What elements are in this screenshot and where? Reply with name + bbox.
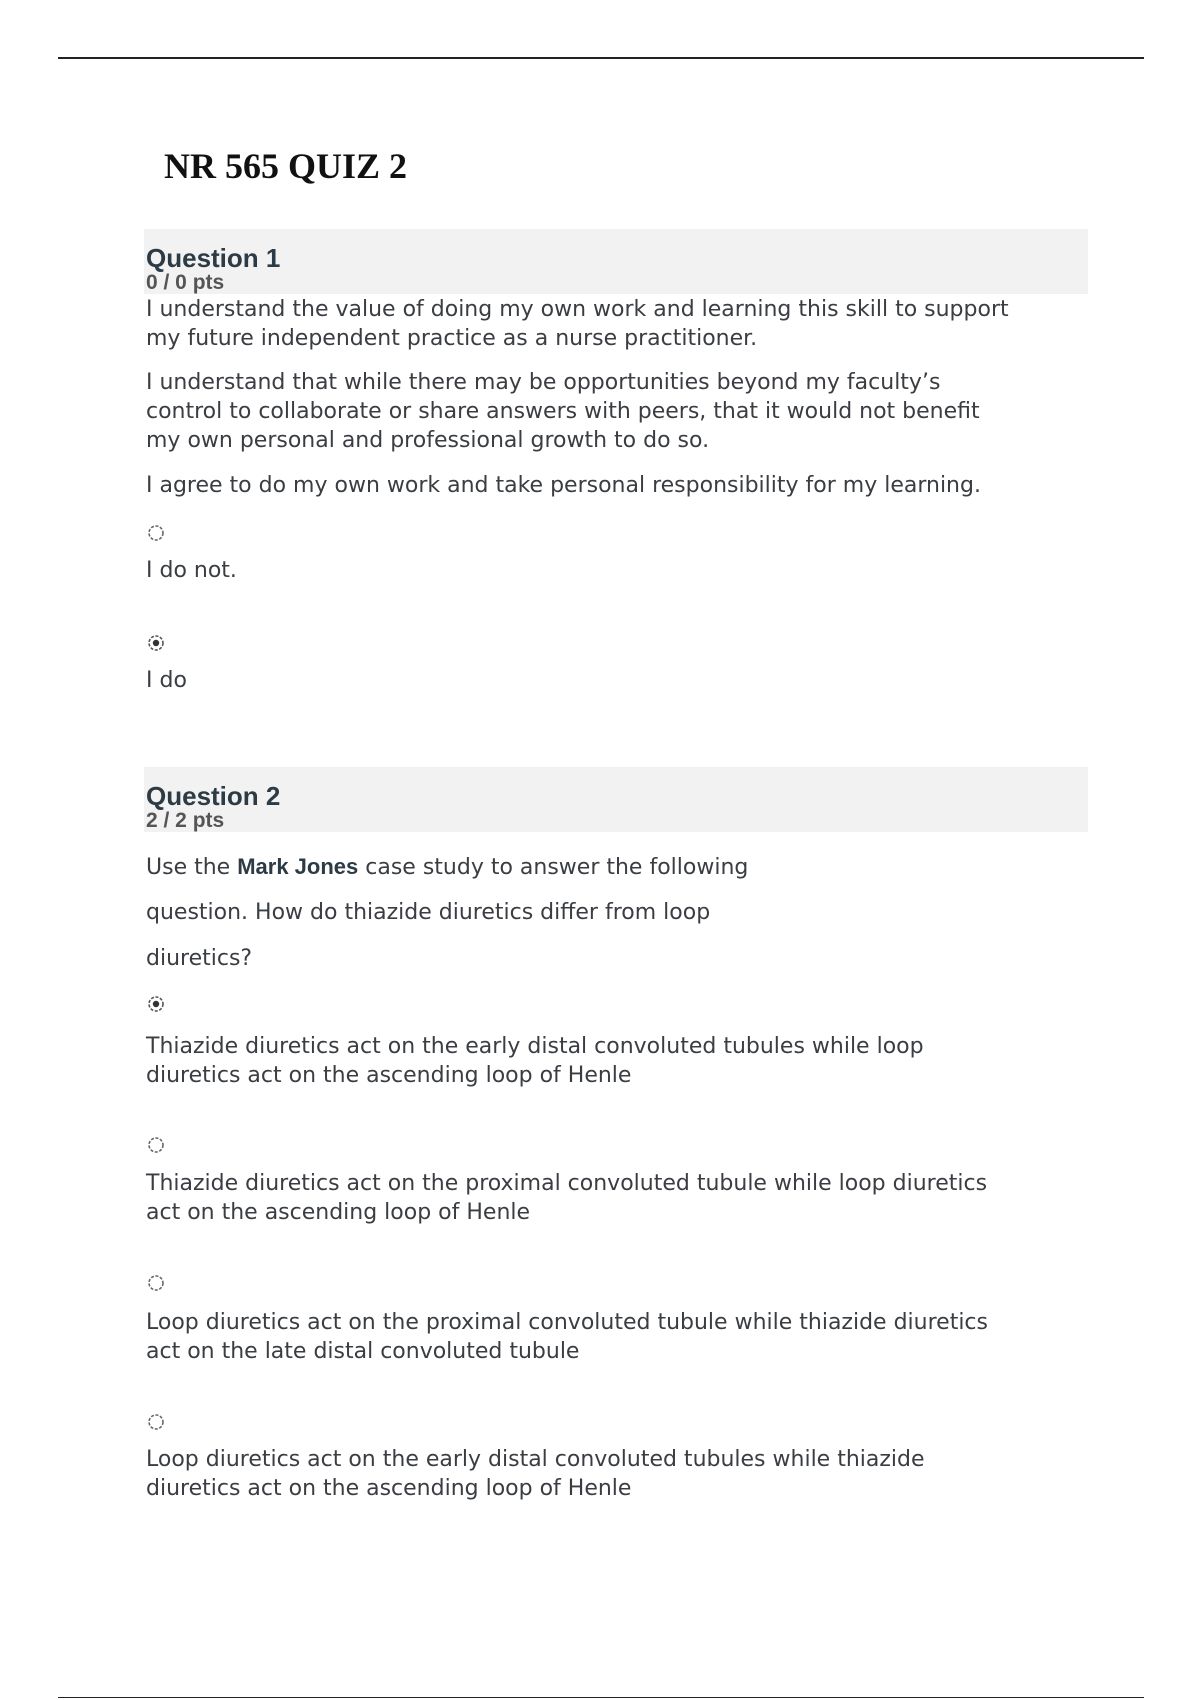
question-1-paragraph: I agree to do my own work and take personal responsibility for my learning.	[146, 473, 981, 498]
document-title: NR 565 QUIZ 2	[164, 146, 408, 186]
question-2-prompt-line: diuretics?	[146, 946, 253, 971]
q1-option-1-radio[interactable]	[147, 524, 165, 542]
question-1-paragraph: I understand that while there may be opportunities beyond my faculty’s	[146, 370, 941, 395]
case-study-name: Mark Jones	[237, 854, 359, 879]
question-2-points: 2 / 2 pts	[146, 809, 225, 832]
q2-option-3-label: Loop diuretics act on the proximal convoluted tubule while thiazide diuretics	[146, 1310, 988, 1335]
q1-option-1-label: I do not.	[146, 558, 237, 583]
question-1-paragraph: I understand the value of doing my own work and learning this skill to support	[146, 297, 1009, 322]
q2-option-2-radio[interactable]	[147, 1136, 165, 1154]
q2-option-1-label: diuretics act on the ascending loop of Henle	[146, 1063, 632, 1088]
q2-option-2-label: Thiazide diuretics act on the proximal convoluted tubule while loop diuretics	[146, 1171, 988, 1196]
bottom-divider	[58, 1697, 1144, 1698]
question-1-title: Question 1	[146, 243, 281, 273]
question-1-paragraph: my future independent practice as a nurse practitioner.	[146, 326, 758, 351]
question-1-points: 0 / 0 pts	[146, 271, 225, 294]
question-1-paragraph: control to collaborate or share answers with peers, that it would not benefit	[146, 399, 980, 424]
q2-option-1-label: Thiazide diuretics act on the early distal convoluted tubules while loop	[146, 1034, 924, 1059]
question-1-header	[144, 229, 1088, 294]
top-divider	[58, 57, 1144, 59]
question-2-header	[144, 767, 1088, 832]
q2-option-3-radio[interactable]	[147, 1274, 165, 1292]
question-2-prompt: Use the Mark Jones case study to answer the following	[146, 854, 749, 880]
q2-option-2-label: act on the ascending loop of Henle	[146, 1200, 531, 1225]
q1-option-2-label: I do	[146, 668, 187, 693]
q2-option-1-radio[interactable]	[147, 995, 165, 1013]
q2-option-4-label: diuretics act on the ascending loop of Henle	[146, 1476, 632, 1501]
question-2-title: Question 2	[146, 781, 281, 811]
q2-option-4-label: Loop diuretics act on the early distal convoluted tubules while thiazide	[146, 1447, 925, 1472]
question-1-paragraph: my own personal and professional growth to do so.	[146, 428, 710, 453]
q1-option-2-radio[interactable]	[147, 634, 165, 652]
q2-option-3-label: act on the late distal convoluted tubule	[146, 1339, 580, 1364]
q2-option-4-radio[interactable]	[147, 1413, 165, 1431]
question-2-prompt-line: question. How do thiazide diuretics differ from loop	[146, 900, 711, 925]
